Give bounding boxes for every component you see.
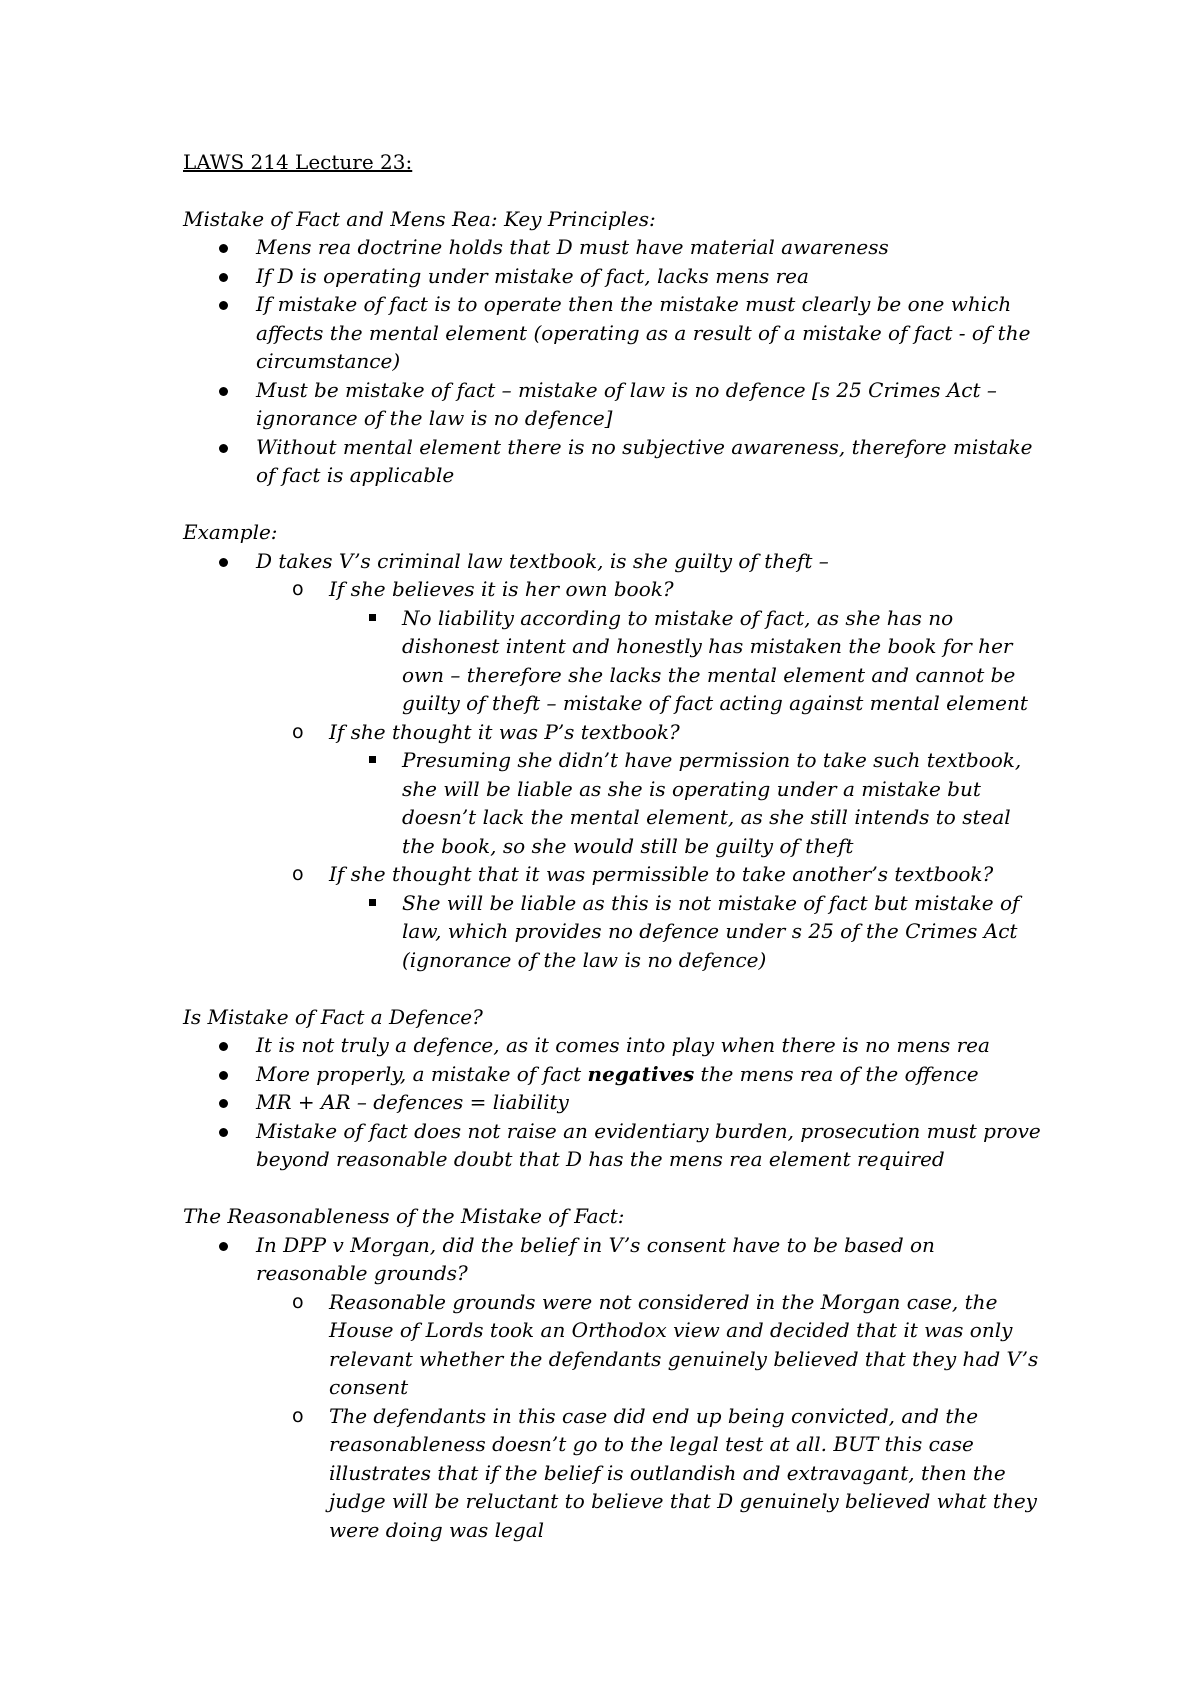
square-bullet-icon — [369, 756, 376, 763]
sub-sub-list-item: No liability according to mistake of fact, as she has no dishonest intent and honestly has mistaken the book for her own – therefore she lacks the mental element and cannot be guilty of theft – mistake of fact acting against mental element — [329, 604, 1043, 718]
sub-sub-list-item: Presuming she didn’t have permission to take such textbook, she will be liable as she is operating under a mistake but doesn’t lack the mental element, as she still intends to steal the book, so she would still be guilty of theft — [329, 746, 1043, 860]
sub-sub-list — [329, 889, 1043, 975]
sub-list-item: o The defendants in this case did end up being convicted, and the reasonableness doesn’t go to the legal test at all. BUT this case illustrates that if the belief is outlandish and extravagant, then the judge will be reluctant to believe that D genuinely believed what they were doing was legal — [292, 1403, 1037, 1542]
sub-list-item: o If she believes it is her own book? No liability according to mistake of fact, as she has no dishonest intent and honestly has mistaken the book for her own – therefore she lacks the mental element and cannot be guilty of theft – mistake of fact acting against mental element — [256, 575, 1043, 718]
circle-bullet-icon: o — [292, 578, 304, 600]
list-item — [183, 1060, 1043, 1089]
bullet-icon — [219, 1128, 228, 1137]
bullet-icon — [219, 273, 228, 282]
square-bullet-icon — [369, 614, 376, 621]
bullet-list — [183, 1231, 1043, 1545]
section-heading: Mistake of Fact and Mens Rea: Key Principles: — [183, 206, 656, 231]
circle-bullet-icon: o — [292, 1404, 304, 1427]
bullet-icon — [219, 244, 228, 253]
list-item: Mistake of fact does not raise an evidentiary burden, prosecution must prove beyond reasonable doubt that D has the mens rea element required — [183, 1117, 1043, 1174]
bold-term: negatives — [587, 1061, 695, 1086]
list-item: It is not truly a defence, as it comes into play when there is no mens rea — [183, 1031, 1043, 1060]
list-item: D takes V’s criminal law textbook, is she guilty of theft – o If she believes it is her own book? No liability according to mistake of fact, as she has no dishonest intent and honestly has mistaken the book for her own – therefore she lacks the mental element and cannot be guilty of theft – mistake of fact acting against mental element o If she thought it was P’s textbook? Presuming she didn’t have permission to take such textbook, she will be liable as she is operating under a mistake but doesn’t lack the mental element, as she still intends to steal the book, so she would still be guilty of theft o If she thought that it was permissible to take another’s textbook? She will be liable as this is not mistake of fact but mistake of law, which provides no defence under s 25 of the Crimes Act (ignorance of the law is no defence) — [183, 547, 1043, 975]
list-item: Without mental element there is no subjective awareness, therefore mistake of fact is applicable — [183, 433, 1043, 490]
sub-list — [256, 575, 1043, 974]
sub-sub-list — [329, 746, 1043, 860]
circle-bullet-icon: o — [292, 1290, 304, 1313]
bullet-icon — [219, 301, 228, 310]
sub-list-item: o Reasonable grounds were not considered in the Morgan case, the House of Lords took an Orthodox view and decided that it was only relevant whether the defendants genuinely believed that they had V’s consent — [292, 1289, 1039, 1399]
bullet-icon — [219, 1099, 228, 1108]
list-item: If D is operating under mistake of fact, lacks mens rea — [183, 262, 1043, 291]
sub-list-item: o If she thought that it was permissible to take another’s textbook? She will be liable as this is not mistake of fact but mistake of law, which provides no defence under s 25 of the Crimes Act (ignorance of the law is no defence) — [256, 860, 1043, 974]
sub-list-item: o If she thought it was P’s textbook? Presuming she didn’t have permission to take such textbook, she will be liable as she is operating under a mistake but doesn’t lack the mental element, as she still intends to steal the book, so she would still be guilty of theft — [256, 718, 1043, 861]
mixed-text: More properly, a mistake of fact negatives the mens rea of the offence — [256, 1061, 979, 1086]
sub-sub-list-item: She will be liable as this is not mistake of fact but mistake of law, which provides no defence under s 25 of the Crimes Act (ignorance of the law is no defence) — [329, 889, 1043, 975]
section-defence — [183, 1003, 1043, 1174]
bullet-icon — [219, 558, 228, 567]
list-item: Mens rea doctrine holds that D must have material awareness — [183, 233, 1043, 262]
circle-bullet-icon: o — [292, 720, 304, 743]
bullet-icon — [219, 444, 228, 453]
circle-bullet-icon: o — [292, 863, 304, 885]
bullet-list — [183, 547, 1043, 975]
bullet-list — [183, 1031, 1043, 1174]
section-example — [183, 518, 1043, 974]
section-heading: Is Mistake of Fact a Defence? — [183, 1004, 483, 1029]
section-reasonableness — [183, 1202, 1043, 1544]
sub-list — [256, 1288, 1043, 1545]
bullet-list — [183, 233, 1043, 490]
list-item: MR + AR – defences = liability — [183, 1088, 1043, 1117]
bullet-icon — [219, 1042, 228, 1051]
document-page — [183, 148, 1043, 1573]
list-item: In DPP v Morgan, did the belief in V’s consent have to be based on reasonable grounds? o Reasonable grounds were not considered in the Morgan case, the House of Lords took an Orthodox view and decided that it was only relevant whether the defendants genuinely believed that they had V’s consent o The defendants in this case did end up being convicted, and the reasonableness doesn’t go to the legal test at all. BUT this case illustrates that if the belief is outlandish and extravagant, then the judge will be reluctant to believe that D genuinely believed what they were doing was legal — [183, 1231, 1043, 1545]
section-heading: Example: — [183, 520, 278, 544]
list-item: Must be mistake of fact – mistake of law is no defence [s 25 Crimes Act – ignorance of the law is no defence] — [183, 376, 1043, 433]
bullet-icon — [219, 1071, 228, 1080]
section-heading: The Reasonableness of the Mistake of Fact: — [183, 1204, 625, 1228]
square-bullet-icon — [369, 899, 376, 906]
sub-sub-list — [329, 604, 1043, 718]
list-item: If mistake of fact is to operate then the mistake must clearly be one which affects the mental element (operating as a result of a mistake of fact - of the circumstance) — [183, 290, 1043, 376]
document-title: LAWS 214 Lecture 23: — [183, 150, 413, 174]
bullet-icon — [219, 1242, 228, 1251]
section-key-principles — [183, 205, 1043, 490]
bullet-icon — [219, 387, 228, 396]
